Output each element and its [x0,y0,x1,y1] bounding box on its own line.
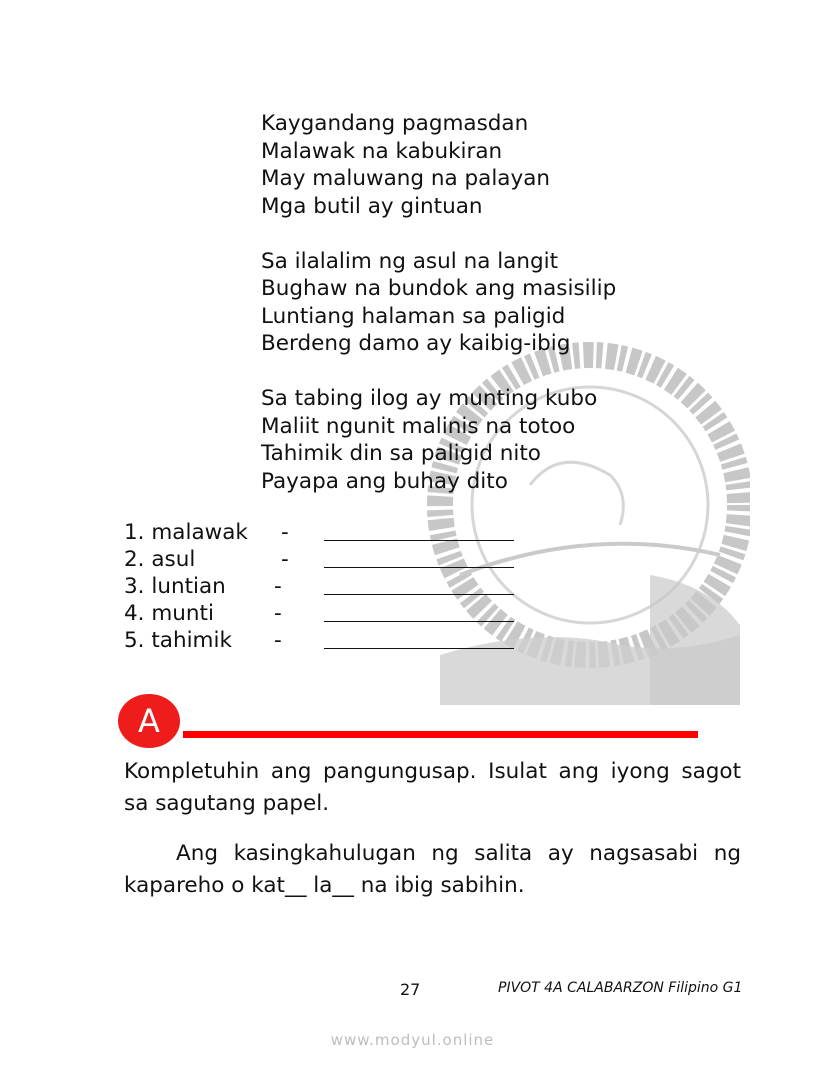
page-number: 27 [400,980,421,999]
section-badge: A [118,694,180,748]
poem-line: Malawak na kabukiran [261,138,503,164]
item-dash: - [281,520,289,545]
poem-line: Kaygandang pagmasdan [261,111,529,136]
list-item [124,600,524,627]
watermark-text: www.modyul.online [330,1031,495,1049]
sentence: Ang kasingkahulugan ng salita ay nagsasabi ng kapareho o kat__ la__ na ibig sabihin. [124,841,741,898]
poem-line: Maliit ngunit malinis na totoo [261,413,576,439]
poem-line: Sa tabing ilog ay munting kubo [261,386,598,411]
list-item [124,519,524,546]
answer-blank [324,594,514,595]
poem-line: Berdeng damo ay kaibig-ibig [261,331,571,356]
list-item [124,546,524,573]
answer-blank [324,540,514,541]
list-item [124,627,524,654]
word-list [124,519,524,654]
poem-line: Payapa ang buhay dito [261,468,508,494]
item-word: 4. munti [124,601,214,626]
section-divider [183,731,698,738]
instructions: Kompletuhin ang pangungusap. Isulat ang iyong sagot sa sagutang papel. [124,759,741,816]
item-dash: - [274,574,282,599]
footer-title: PIVOT 4A CALABARZON Filipino G1 [498,980,743,996]
poem-line: Sa ilalalim ng asul na langit [261,248,559,274]
item-dash: - [274,601,282,626]
poem-line: Mga butil ay gintuan [261,193,483,219]
poem-line: Luntiang halaman sa paligid [261,303,566,329]
poem-stanza [261,385,616,495]
item-word: 3. luntian [124,574,226,599]
answer-blank [324,567,514,568]
list-item [124,573,524,600]
item-word: 1. malawak [124,520,248,545]
item-dash: - [274,628,282,653]
poem [261,110,616,523]
answer-blank [324,621,514,622]
item-dash: - [281,547,289,572]
item-word: 2. asul [124,547,196,572]
poem-stanza [261,248,616,358]
answer-blank [324,648,514,649]
poem-line: May maluwang na palayan [261,166,551,191]
poem-line: Bughaw na bundok ang masisilip [261,276,617,301]
poem-line: Tahimik din sa paligid nito [261,441,541,466]
item-word: 5. tahimik [124,628,232,653]
poem-stanza [261,110,616,220]
